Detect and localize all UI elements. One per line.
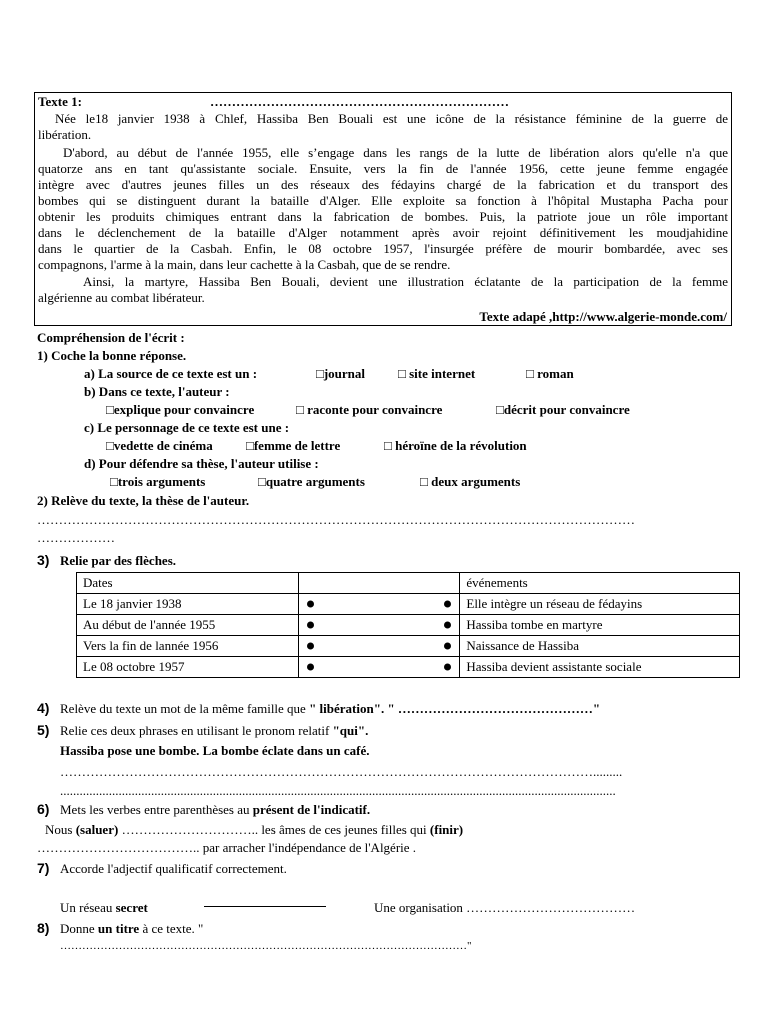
- answer-line-q5b[interactable]: ...........................................................................................................................................................................: [60, 783, 616, 798]
- event-cell: Elle intègre un réseau de fédayins: [460, 594, 740, 615]
- question-1: 1) Coche la bonne réponse.: [37, 348, 187, 363]
- answer-line-q8[interactable]: …………………………………………………………………………………………………": [60, 940, 472, 952]
- comprehension-heading: Compréhension de l'écrit :: [37, 330, 185, 345]
- q8-donne: Donne: [60, 921, 95, 936]
- question-1d: d) Pour défendre sa thèse, l'auteur utilise :: [84, 456, 319, 471]
- q3-number: 3): [37, 552, 50, 568]
- link-cell[interactable]: [298, 594, 460, 615]
- option-quatre[interactable]: □quatre arguments: [258, 474, 365, 489]
- q6-blank1[interactable]: ………………………….. les âmes de ces jeunes filles qui: [121, 822, 427, 837]
- q4-text: [60, 701, 600, 717]
- q4-number: 4): [37, 700, 50, 716]
- q6-number: 6): [37, 801, 50, 817]
- date-cell: Vers la fin de lannée 1956: [77, 636, 299, 657]
- left-dot[interactable]: [307, 664, 314, 671]
- date-cell: Le 08 octobre 1957: [77, 657, 299, 678]
- q7-text: Accorde l'adjectif qualificatif correctement.: [60, 861, 287, 876]
- event-cell: Naissance de Hassiba: [460, 636, 740, 657]
- link-cell[interactable]: [298, 657, 460, 678]
- option-femme-lettre[interactable]: □femme de lettre: [246, 438, 341, 453]
- event-cell: Hassiba devient assistante sociale: [460, 657, 740, 678]
- right-dot[interactable]: [444, 664, 451, 671]
- right-dot[interactable]: [444, 601, 451, 608]
- q8-rest: à ce texte. ": [142, 921, 204, 936]
- header-events: événements: [460, 573, 740, 594]
- question-1c: c) Le personnage de ce texte est une :: [84, 420, 290, 435]
- q7-number: 7): [37, 860, 50, 876]
- q7-adjective: secret: [115, 900, 148, 915]
- answer-line-q5[interactable]: …………………………………………………………………………………………………………….........: [60, 764, 623, 779]
- option-trois[interactable]: □trois arguments: [110, 474, 206, 489]
- right-dot[interactable]: [444, 622, 451, 629]
- q4-instruction: Relève du texte un mot de la même famille que: [60, 701, 306, 716]
- header-empty: [298, 573, 460, 594]
- option-vedette[interactable]: □vedette de cinéma: [106, 438, 213, 453]
- q4-word[interactable]: " libération". " ………………………………………": [309, 701, 601, 716]
- option-roman[interactable]: □ roman: [526, 366, 574, 381]
- q7-right[interactable]: Une organisation …………………………………: [374, 900, 636, 915]
- text-box: [34, 92, 732, 326]
- option-site-internet[interactable]: □ site internet: [398, 366, 476, 381]
- answer-line-q2b[interactable]: ………………: [37, 530, 115, 545]
- q5-pronoun: "qui".: [332, 723, 369, 738]
- text-line: bombes qui se distinguent durant la bataille d'Alger. Elle exploite sa fonction à l'hôpital Mustapha Pacha pour: [38, 193, 728, 208]
- answer-line-q2[interactable]: …………………………………………………………………………………………………………………………: [37, 512, 635, 527]
- right-dot[interactable]: [444, 643, 451, 650]
- q6-verb1: (saluer): [75, 822, 119, 837]
- option-decrit[interactable]: □décrit pour convaincre: [496, 402, 630, 417]
- left-dot[interactable]: [307, 601, 314, 608]
- option-journal[interactable]: □journal: [316, 366, 366, 381]
- text-line: quatorze ans en tant qu'assistante sociale. Ensuite, vers la fin de l'année 1956, cette jeune femme engagée: [38, 161, 728, 176]
- text-line: obtenir les produits chimiques entrant dans la fabrication de bombes. Puis, la patriote joue un rôle important: [38, 209, 728, 224]
- q7-reseau: Un réseau: [60, 900, 113, 915]
- q6-nous: Nous: [45, 822, 73, 837]
- q5-sentence: Hassiba pose une bombe. La bombe éclate dans un café.: [60, 743, 370, 758]
- left-dot[interactable]: [307, 643, 314, 650]
- text-line: dans le quartier de la Casbah. Enfin, le 08 octobre 1957, l'insurgée préfère de mourir bombardée, avec ses: [38, 241, 728, 256]
- option-heroine[interactable]: □ héroïne de la révolution: [384, 438, 527, 453]
- date-cell: Le 18 janvier 1938: [77, 594, 299, 615]
- q6-text: [60, 802, 370, 818]
- text-source: Texte adapé ,http://www.algerie-monde.com/: [479, 309, 727, 324]
- q6-bold: présent de l'indicatif.: [252, 802, 371, 817]
- q5-instruction: Relie ces deux phrases en utilisant le pronom relatif: [60, 723, 330, 738]
- q6-line1: [45, 822, 463, 838]
- q6-verb2: (finir): [429, 822, 464, 837]
- text-line: Ainsi, la martyre, Hassiba Ben Bouali, devient une illustration éclatante de la participation de la femme: [83, 274, 728, 289]
- date-cell: Au début de l'année 1955: [77, 615, 299, 636]
- q7-left: [60, 900, 148, 916]
- q8-text: [60, 921, 203, 937]
- option-raconte[interactable]: □ raconte pour convaincre: [296, 402, 443, 417]
- q6-line2[interactable]: ……………………………….. par arracher l'indépendance de l'Algérie .: [37, 840, 417, 855]
- q5-number: 5): [37, 722, 50, 738]
- question-1a: a) La source de ce texte est un :: [84, 366, 258, 381]
- q7-answer-line[interactable]: [204, 906, 326, 907]
- question-1b: b) Dans ce texte, l'auteur :: [84, 384, 230, 399]
- question-2: 2) Relève du texte, la thèse de l'auteur.: [37, 493, 250, 508]
- text-line: algérienne au combat libérateur.: [38, 290, 205, 305]
- link-cell[interactable]: [298, 636, 460, 657]
- q8-number: 8): [37, 920, 50, 936]
- option-deux[interactable]: □ deux arguments: [420, 474, 521, 489]
- text-line: dans le déclenchement de la bataille d'Alger notamment après avoir rejoint définitivement les moudjahidine: [38, 225, 728, 240]
- relation-table: [76, 572, 740, 678]
- link-cell[interactable]: [298, 615, 460, 636]
- left-dot[interactable]: [307, 622, 314, 629]
- q6-instruction: Mets les verbes entre parenthèses au: [60, 802, 250, 817]
- text-line: D'abord, au début de l'année 1955, elle s’engage dans les rangs de la lutte de libération alors qu'elle n'a que: [63, 145, 728, 160]
- q5-text: [60, 723, 368, 739]
- title-dots: ……………………………………………………………: [210, 94, 509, 109]
- q8-titre: un titre: [97, 921, 140, 936]
- q3-label: Relie par des flèches.: [60, 553, 177, 568]
- option-explique[interactable]: □explique pour convaincre: [106, 402, 255, 417]
- text-label: Texte 1:: [38, 94, 82, 109]
- text-line: libération.: [38, 127, 92, 142]
- text-line: intègre avec d'autres jeunes filles un des réseaux des fédayins chargé de la fabrication et du transport des: [38, 177, 728, 192]
- header-dates: Dates: [77, 573, 299, 594]
- text-line: compagnons, l'arme à la main, dans leur cachette à la Casbah, que de se rendre.: [38, 257, 451, 272]
- text-line: Née le18 janvier 1938 à Chlef, Hassiba Ben Bouali est une icône de la résistance féminine de la guerre de: [55, 111, 728, 126]
- event-cell: Hassiba tombe en martyre: [460, 615, 740, 636]
